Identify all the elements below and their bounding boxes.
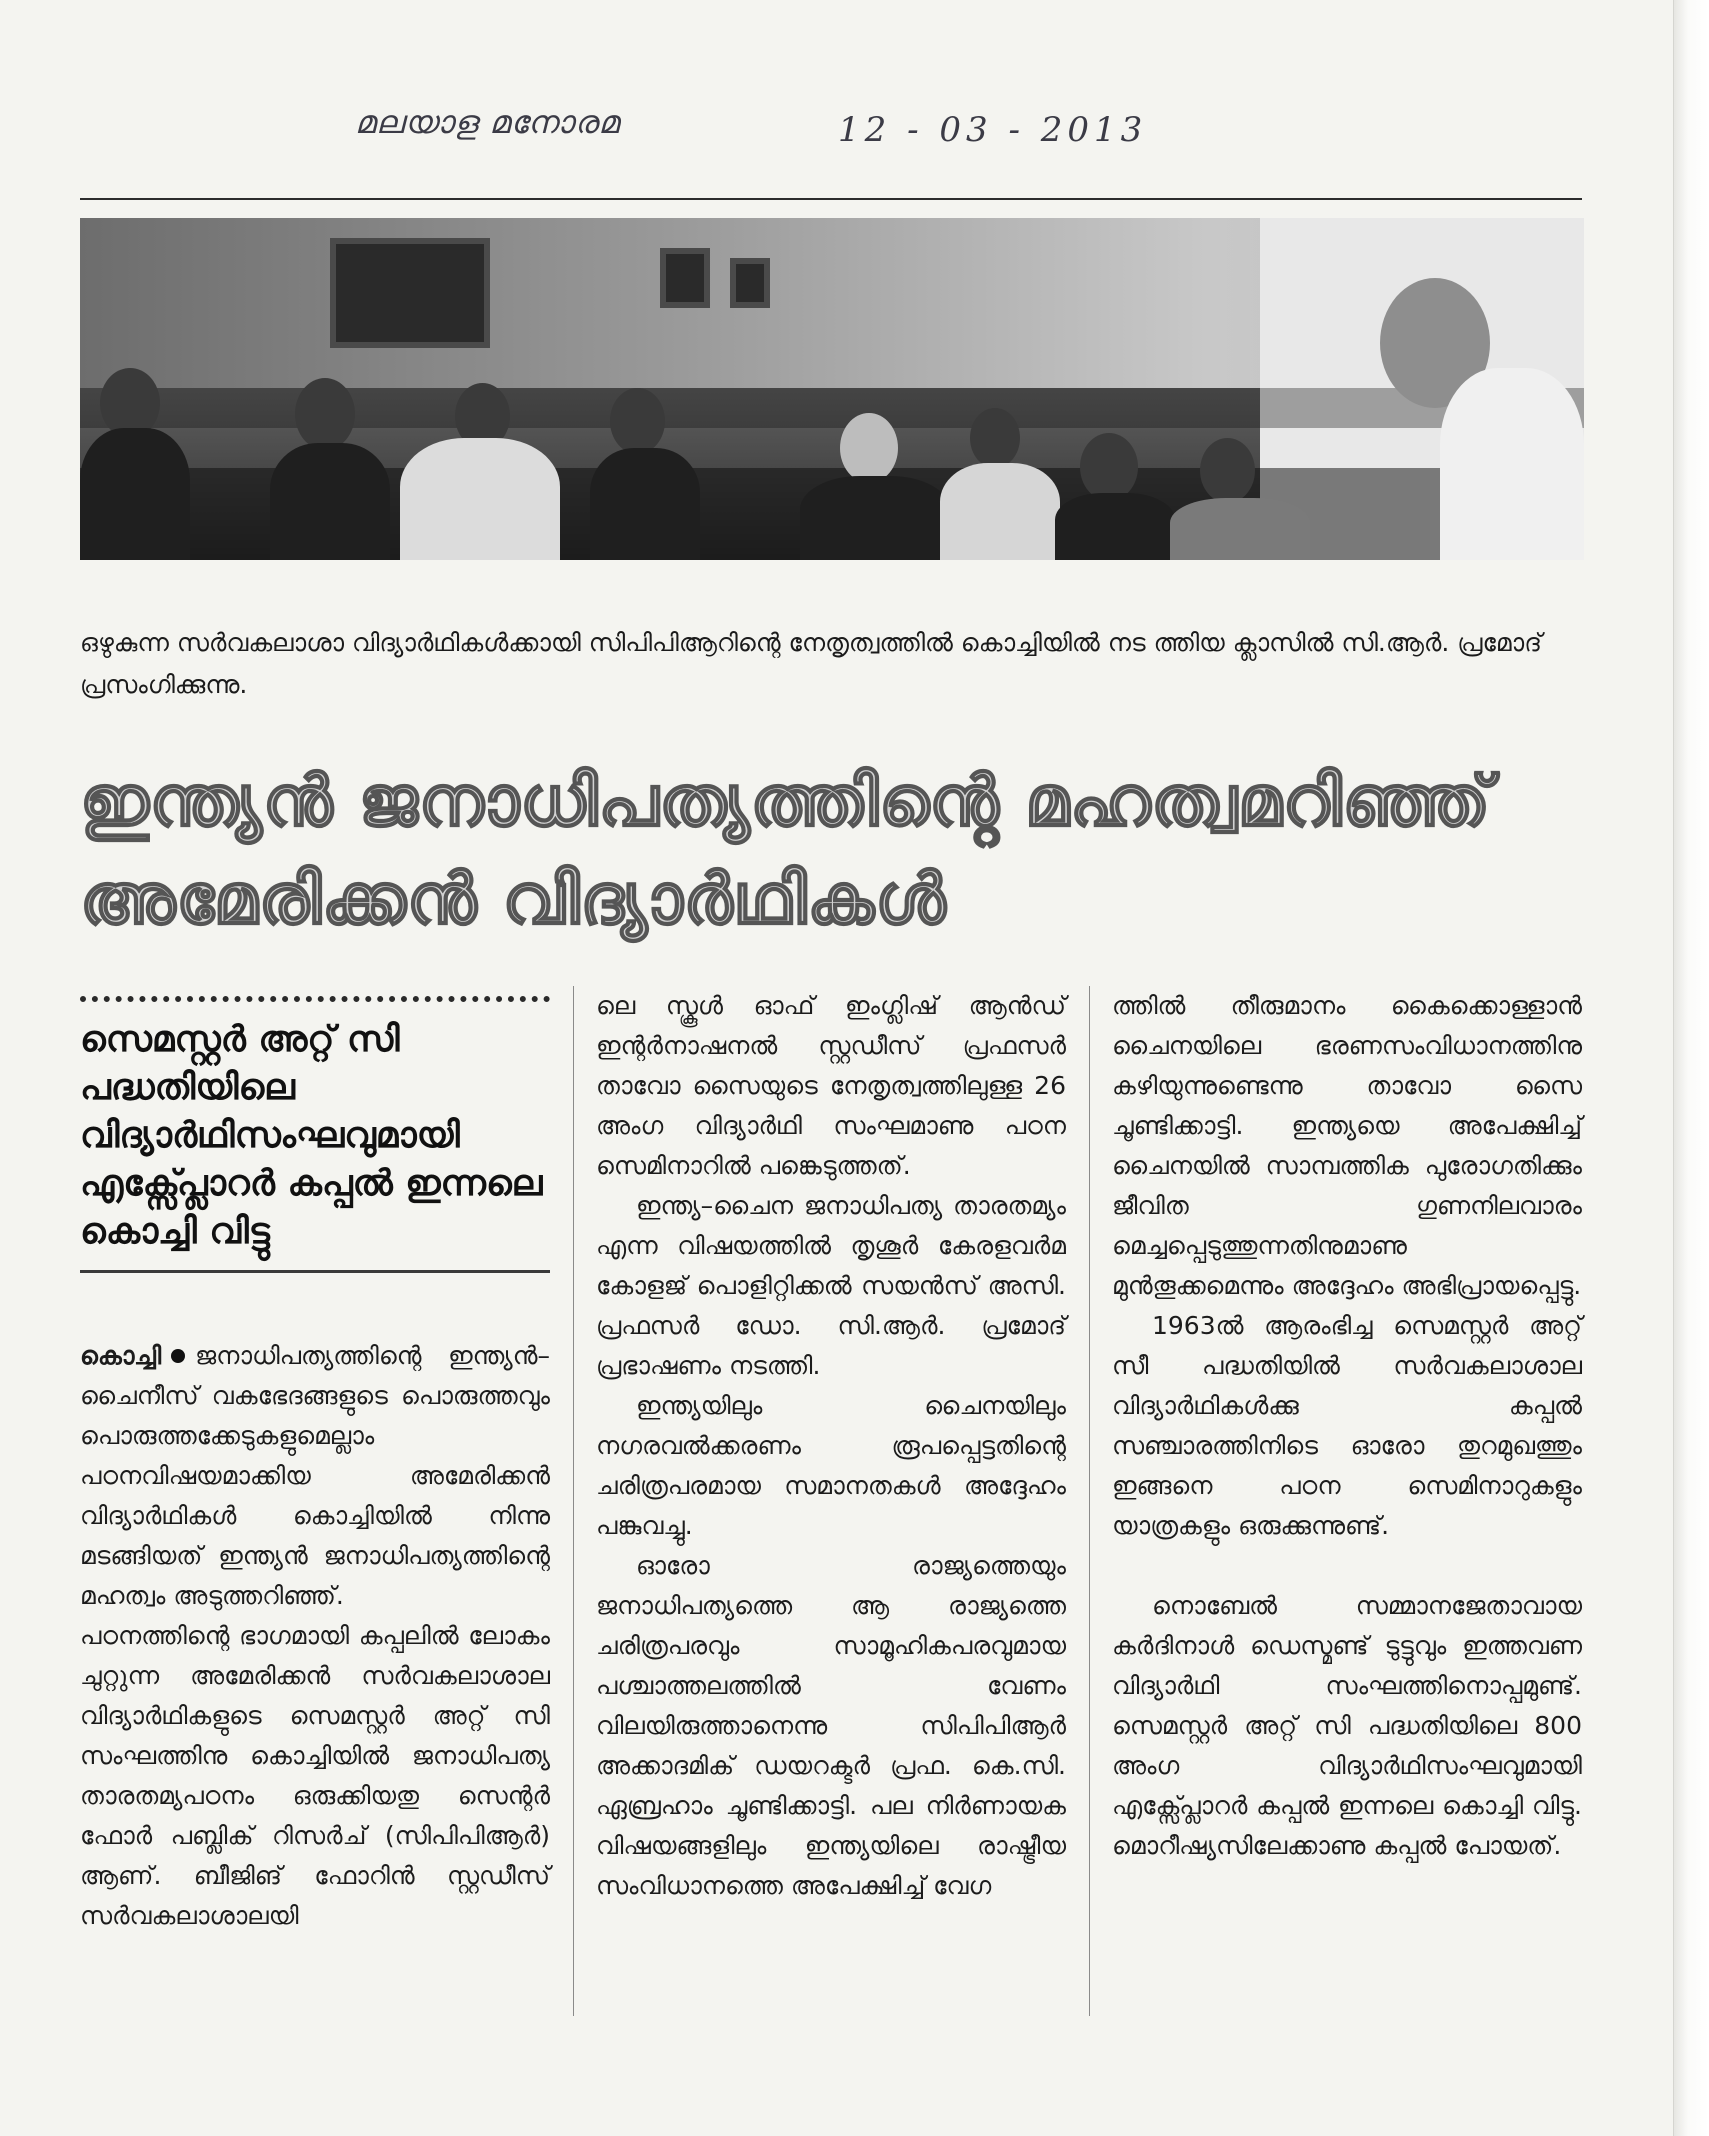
article-text: ജനാധിപത്യത്തിന്റെ ഇന്ത്യൻ–ചൈനീസ് വകഭേദങ്ങളുടെ പൊരുത്തവും പൊരുത്തക്കേടുകളുമെല്ലാം പഠനവിഷയമാക്കിയ അമേരിക്കൻ വിദ്യാർഥികൾ കൊച്ചിയിൽ നിന്നു മടങ്ങിയത് ഇന്ത്യൻ ജനാധിപത്യത്തിന്റെ മഹത്വം അടുത്തറിഞ്ഞ്. (80, 1341, 550, 1610)
headline-line-1: ഇന്ത്യൻ ജനാധിപത്യത്തിന്റെ മഹത്വമറിഞ്ഞ് (80, 760, 1492, 842)
photo-person (1080, 433, 1138, 501)
article-paragraph: നൊബേൽ സമ്മാനജേതാവായ കർദിനാൾ ഡെസ്മണ്ട് ടുട്ടുവും ഇത്തവണ വിദ്യാർഥി സംഘത്തിനൊപ്പമുണ്ട്. സെമസ്റ്റർ അറ്റ് സി പദ്ധതിയിലെ 800 അംഗ വിദ്യാർഥിസംഘവുമായി എക്സ്പ്ലോറർ കപ്പൽ ഇന്നലെ കൊച്ചി വിട്ടു. മൊറീഷ്യസിലേക്കാണു കപ്പൽ പോയത്. (1112, 1591, 1582, 1860)
handwritten-masthead: മലയാള മനോരമ (355, 103, 620, 141)
article-column-3 (1112, 986, 1582, 1866)
photo-wall-frame (660, 248, 710, 308)
photo-person (295, 378, 355, 450)
photo-caption: ഒഴുകുന്ന സർവകലാശാ വിദ്യാർഥികൾക്കായി സിപിപിആറിന്റെ നേതൃത്വത്തിൽ കൊച്ചിയിൽ നട ത്തിയ ക്ലാസിൽ സി.ആർ. പ്രമോദ് പ്രസംഗിക്കുന്നു. (80, 628, 1542, 699)
photo-person (610, 388, 665, 454)
photo-person (1055, 493, 1175, 560)
article-paragraph: ത്തിൽ തീരുമാനം കൈക്കൊള്ളാൻ ചൈനയിലെ ഭരണസംവിധാനത്തിനു കഴിയുന്നുണ്ടെന്നു താവോ സൈ ചൂണ്ടിക്കാട്ടി. ഇന്ത്യയെ അപേക്ഷിച്ച് ചൈനയിൽ സാമ്പത്തിക പുരോഗതിക്കും ജീവിത ഗുണനിലവാരം മെച്ചപ്പെടുത്തുന്നതിനുമാണു മുൻതൂക്കമെന്നും അദ്ദേഹം അഭിപ്രായപ്പെട്ടു. (1112, 991, 1582, 1300)
handwritten-date: 12 - 03 - 2013 (838, 110, 1148, 150)
photo-person (270, 443, 390, 560)
kicker-rule (80, 1270, 550, 1273)
kicker-subheadline: സെമസ്റ്റർ അറ്റ് സി പദ്ധതിയിലെ വിദ്യാർഥിസംഘവുമായി എക്സ്പ്ലോറർ കപ്പൽ ഇന്നലെ കൊച്ചി വിട്ടു (80, 1019, 543, 1252)
photo-person (800, 476, 950, 560)
photo-wall-frame (730, 258, 770, 308)
article-paragraph: ഇന്ത്യയിലും ചൈനയിലും നഗരവൽക്കരണം രൂപപ്പെട്ടതിന്റെ ചരിത്രപരമായ സമാനതകൾ അദ്ദേഹം പങ്കുവച്ചു. (596, 1391, 1066, 1540)
photo-wall-frame (330, 238, 490, 348)
photo-person (80, 428, 190, 560)
article-paragraph (80, 1336, 550, 1616)
photo-person (590, 448, 700, 560)
column-separator (1089, 986, 1090, 2016)
column-separator (573, 986, 574, 2016)
photo-person (970, 408, 1020, 468)
scan-edge (1673, 0, 1709, 2136)
photo-person (400, 438, 560, 560)
article-paragraph: ഇന്ത്യ–ചൈന ജനാധിപത്യ താരതമ്യം എന്ന വിഷയത്തിൽ തൃശൂർ കേരളവർമ കോളജ് പൊളിറ്റിക്കൽ സയൻസ് അസി. പ്രഫസർ ഡോ. സി.ആർ. പ്രമോദ് പ്രഭാഷണം നടത്തി. (596, 1191, 1066, 1380)
dateline: കൊച്ചി (80, 1341, 162, 1370)
photo-person (940, 463, 1060, 560)
dateline-bullet-icon (171, 1349, 185, 1363)
kicker-dotted-rule (80, 996, 550, 1004)
photo-speaker (1440, 368, 1584, 560)
paragraph-gap (1112, 1546, 1582, 1586)
photo-person (840, 413, 898, 483)
article-paragraph: പഠനത്തിന്റെ ഭാഗമായി കപ്പലിൽ ലോകം ചുറ്റുന്ന അമേരിക്കൻ സർവകലാശാല വിദ്യാർഥികളുടെ സെമസ്റ്റർ അറ്റ് സി സംഘത്തിനു കൊച്ചിയിൽ ജനാധിപത്യ താരതമ്യപഠനം ഒരുക്കിയതു സെന്റർ ഫോർ പബ്ലിക് റിസർച് (സിപിപിആർ) ആണ്. ബീജിങ് ഫോറിൻ സ്റ്റഡീസ് സർവകലാശാലയി (80, 1621, 550, 1930)
top-rule (80, 198, 1582, 200)
article-paragraph: ലെ സ്കൂൾ ഓഫ് ഇംഗ്ലിഷ് ആൻഡ് ഇന്റർനാഷനൽ സ്റ്റഡീസ് പ്രഫസർ താവോ സൈയുടെ നേതൃത്വത്തിലുള്ള 26 അംഗ വിദ്യാർഥി സംഘമാണു പഠന സെമിനാറിൽ പങ്കെടുത്തത്. (596, 991, 1066, 1180)
photo-person (1170, 498, 1310, 560)
article-paragraph: ഓരോ രാജ്യത്തെയും ജനാധിപത്യത്തെ ആ രാജ്യത്തെ ചരിത്രപരവും സാമൂഹികപരവുമായ പശ്ചാത്തലത്തിൽ വേണം വിലയിരുത്താനെന്നു സിപിപിആർ അക്കാദമിക് ഡയറക്ടർ പ്രഫ. കെ.സി. ഏബ്രഹാം ചൂണ്ടിക്കാട്ടി. പല നിർണായക വിഷയങ്ങളിലും ഇന്ത്യയിലെ രാഷ്ട്രീയ സംവിധാനത്തെ അപേക്ഷിച്ച് വേഗ (596, 1551, 1066, 1900)
headline-line-2: അമേരിക്കൻ വിദ്യാർഥികൾ (80, 858, 947, 940)
headline (80, 752, 1600, 948)
article-column-2 (596, 986, 1066, 1906)
photo-person (1200, 438, 1255, 503)
news-photo (80, 218, 1584, 560)
article-column-1 (80, 1336, 550, 1936)
article-paragraph: 1963ൽ ആരംഭിച്ച സെമസ്റ്റർ അറ്റ് സീ പദ്ധതിയിൽ സർവകലാശാല വിദ്യാർഥികൾക്കു കപ്പൽ സഞ്ചാരത്തിനിടെ ഓരോ തുറമുഖത്തും ഇങ്ങനെ പഠന സെമിനാറുകളും യാത്രകളും ഒരുക്കുന്നുണ്ട്. (1112, 1311, 1582, 1540)
